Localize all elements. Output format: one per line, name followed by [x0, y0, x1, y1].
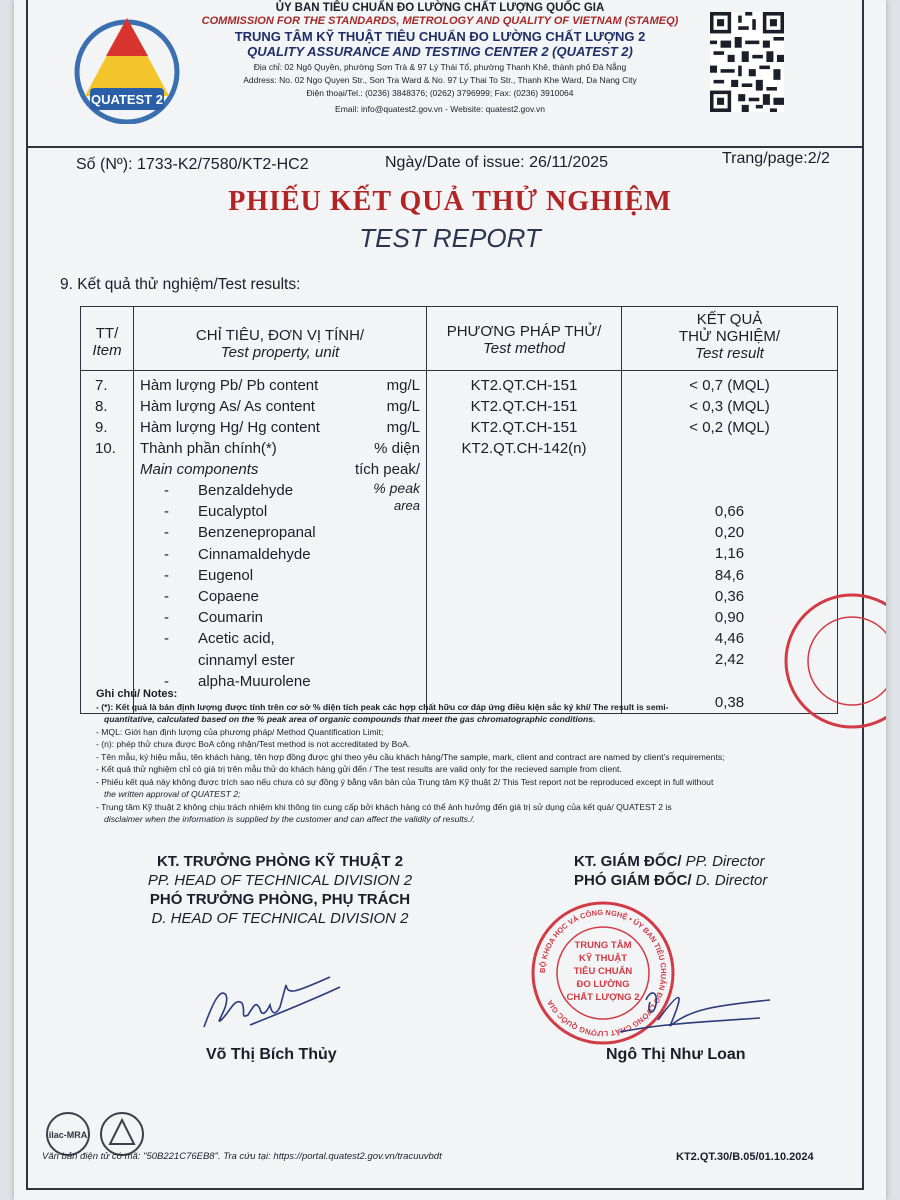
header-result: KẾT QUẢ THỬ NGHIỆM/ Test result [622, 307, 838, 371]
item-number: 9. [95, 419, 108, 436]
header-item: TT/ Item [81, 307, 134, 371]
footer-verification: Văn bản điện tử có mã: "50B221C76EB8". Tra cứu tại: https://portal.quatest2.gov.vn/tracuuvbdt [42, 1151, 442, 1162]
component-row: - Coumarin [164, 609, 264, 627]
address-en: Address: No. 02 Ngo Quyen Str., Son Tra Ward & No. 97 Ly Thai To Str., Thanh Khe Ward, Da Nang City [243, 75, 637, 85]
component-row: - Eucalyptol [164, 503, 268, 521]
table-body-row [81, 371, 838, 714]
center-en: QUALITY ASSURANCE AND TESTING CENTER 2 (QUATEST 2) [247, 44, 633, 59]
result-column: < 0,7 (MQL) < 0,3 (MQL) < 0,2 (MQL) 0,66 0,20 1,16 84,6 0,36 0,90 4,46 2,42 0,38 [622, 371, 838, 714]
table-row: Hàm lượng Hg/ Hg content mg/L [140, 419, 420, 436]
header-method: PHƯƠNG PHÁP THỬ/ Test method [427, 307, 622, 371]
agency-en: COMMISSION FOR THE STANDARDS, METROLOGY AND QUALITY OF VIETNAM (STAMEQ) [201, 15, 679, 27]
issue-date: Ngày/Date of issue: 26/11/2025 [385, 154, 608, 171]
report-number: Số (Nº): 1733-K2/7580/KT2-HC2 [76, 156, 309, 173]
item-number: 10. [95, 440, 116, 457]
note-line: the written approval of QUATEST 2; [104, 789, 241, 799]
component-row: - Copaene [164, 588, 259, 606]
note-line: quantitative, calculated based on the % peak area of organic compounds that meet the gas chromatographic conditions. [104, 714, 596, 724]
svg-text:TIÊU CHUẨN: TIÊU CHUẨN [573, 966, 633, 977]
center-vn: TRUNG TÂM KỸ THUẬT TIÊU CHUẨN ĐO LƯỜNG CHẤT LƯỢNG 2 [234, 29, 646, 44]
item-number: 8. [95, 398, 108, 415]
component-row: - Cinnamaldehyde [164, 545, 311, 563]
table-row: Hàm lượng As/ As content mg/L [140, 398, 420, 415]
component-row: - Benzaldehyde [164, 482, 294, 499]
edge-stamp [782, 588, 886, 734]
qr-code [710, 12, 784, 112]
table-header-row [81, 307, 838, 371]
right-signatory-block: KT. GIÁM ĐỐC/ PP. Director PHÓ GIÁM ĐỐC/ D. Director [574, 853, 768, 889]
left-signatory-block: KT. TRƯỞNG PHÒNG KỸ THUẬT 2 PP. HEAD OF TECHNICAL DIVISION 2 PHÓ TRƯỞNG PHÒNG, PHỤ TRÁCH D. HEAD OF TECHNICAL DIVISION 2 [147, 853, 413, 927]
method-column: KT2.QT.CH-151 KT2.QT.CH-151 KT2.QT.CH-151 KT2.QT.CH-142(n) [427, 371, 622, 714]
phone-line: Điện thoại/Tel.: (0236) 3848376; (0262) 3796999; Fax: (0236) 3910064 [306, 88, 574, 98]
note-line: - MQL: Giới hạn định lượng của phương pháp/ Method Quantification Limit; [96, 726, 384, 737]
note-line: - Trung tâm Kỹ thuật 2 không chịu trách nhiệm khi thông tin cung cấp bởi khách hàng có thể ảnh hưởng đến giá trị sử dụng của kết quả/ QUATEST 2 is [96, 801, 672, 812]
note-line: - (*): Kết quả là bán định lượng được tính trên cơ sở % diện tích peak các hợp chất hữu cơ đáp ứng điều kiện sắc ký khí/ The result is semi- [96, 701, 669, 712]
component-row: - Acetic acid, [164, 630, 275, 648]
agency-vn: ỦY BAN TIÊU CHUẨN ĐO LƯỜNG CHẤT LƯỢNG QUỐC GIA [275, 2, 605, 14]
note-line: - (n): phép thử chưa được BoA công nhận/Test method is not accreditated by BoA. [96, 739, 411, 749]
title-en: TEST REPORT [359, 223, 541, 253]
svg-text:BỘ KHOA HỌC VÀ CÔNG NGHỆ • ỦY: BỘ KHOA HỌC VÀ CÔNG NGHỆ • ỦY BAN TIÊU CHUẨN ĐO LƯỜNG CHẤT LƯỢNG QUỐC GIA [537, 907, 669, 1039]
property-column: Hàm lượng Pb/ Pb content mg/L Hàm lượng As/ As content mg/L Hàm lượng Hg/ Hg content mg/L Thành phần chính(*) % diện Main components tích peak/ % peak area - Benzaldehyde - Eucalyptol - Benzenepropanal - Cinnamaldehyde - Eugenol - Copaene - Coumarin - Acetic acid, cinnamyl ester - alpha-Muurolene [134, 371, 427, 714]
component-row: cinnamyl ester [198, 651, 295, 669]
title-vn: PHIẾU KẾT QUẢ THỬ NGHIỆM [228, 186, 672, 217]
email-line: Email: info@quatest2.gov.vn - Website: quatest2.gov.vn [335, 104, 545, 114]
table-row: Hàm lượng Pb/ Pb content mg/L [140, 377, 420, 394]
notes-heading: Ghi chú/ Notes: [96, 688, 178, 700]
logo-text: QUATEST 2 [91, 92, 163, 107]
component-row: - alpha-Muurolene [164, 672, 311, 690]
svg-text:ilac-MRA: ilac-MRA [48, 1130, 88, 1140]
item-number: 7. [95, 377, 108, 394]
component-row: - Eugenol [164, 566, 254, 584]
right-signature [600, 960, 780, 1050]
table-row: Main components tích peak/ [140, 461, 420, 478]
table-row: Thành phần chính(*) % diện [140, 440, 420, 457]
note-line: - Phiếu kết quả này không được trích sao nếu chưa có sự đồng ý bằng văn bản của Trung tâm Kỹ thuật 2/ This Test report not be reproduced except in full without [96, 776, 714, 787]
header-property: CHỈ TIÊU, ĐƠN VỊ TÍNH/ Test property, unit [134, 307, 427, 371]
svg-text:CHẤT LƯỢNG 2: CHẤT LƯỢNG 2 [566, 992, 640, 1003]
component-row: - Benzenepropanal [164, 524, 316, 542]
svg-text:KỸ THUẬT: KỸ THUẬT [578, 953, 628, 964]
right-signatory-name: Ngô Thị Như Loan [606, 1046, 746, 1063]
page-indicator: Trang/page:2/2 [722, 150, 830, 167]
form-code: KT2.QT.30/B.05/01.10.2024 [676, 1151, 814, 1163]
section-heading: 9. Kết quả thử nghiệm/Test results: [60, 276, 301, 293]
svg-text:ĐO LƯỜNG: ĐO LƯỜNG [576, 979, 630, 990]
note-line: disclaimer when the information is supplied by the customer and can affect the validity of results./. [104, 814, 476, 824]
left-signatory-name: Võ Thị Bích Thủy [206, 1046, 337, 1063]
results-table [80, 306, 838, 714]
quatest2-logo [74, 14, 180, 124]
notes-section [96, 688, 836, 826]
svg-text:TRUNG TÂM: TRUNG TÂM [574, 940, 632, 951]
address-vn: Địa chỉ: 02 Ngô Quyền, phường Sơn Trà & 97 Lý Thái Tổ, phường Thanh Khê, thành phố Đà Nẵng [253, 62, 627, 72]
items-column [81, 371, 134, 714]
left-signature [190, 965, 360, 1040]
header-divider [26, 146, 864, 148]
note-line: - Tên mẫu, ký hiệu mẫu, tên khách hàng, tên hợp đồng được ghi theo yêu cầu khách hàng/The sample, mark, client and contract are named by client's requirements; [96, 751, 725, 762]
note-line: - Kết quả thử nghiệm chỉ có giá trị trên mẫu thử do khách hàng gửi đến / The test results are valid only for the recieved sample from client. [96, 764, 622, 774]
